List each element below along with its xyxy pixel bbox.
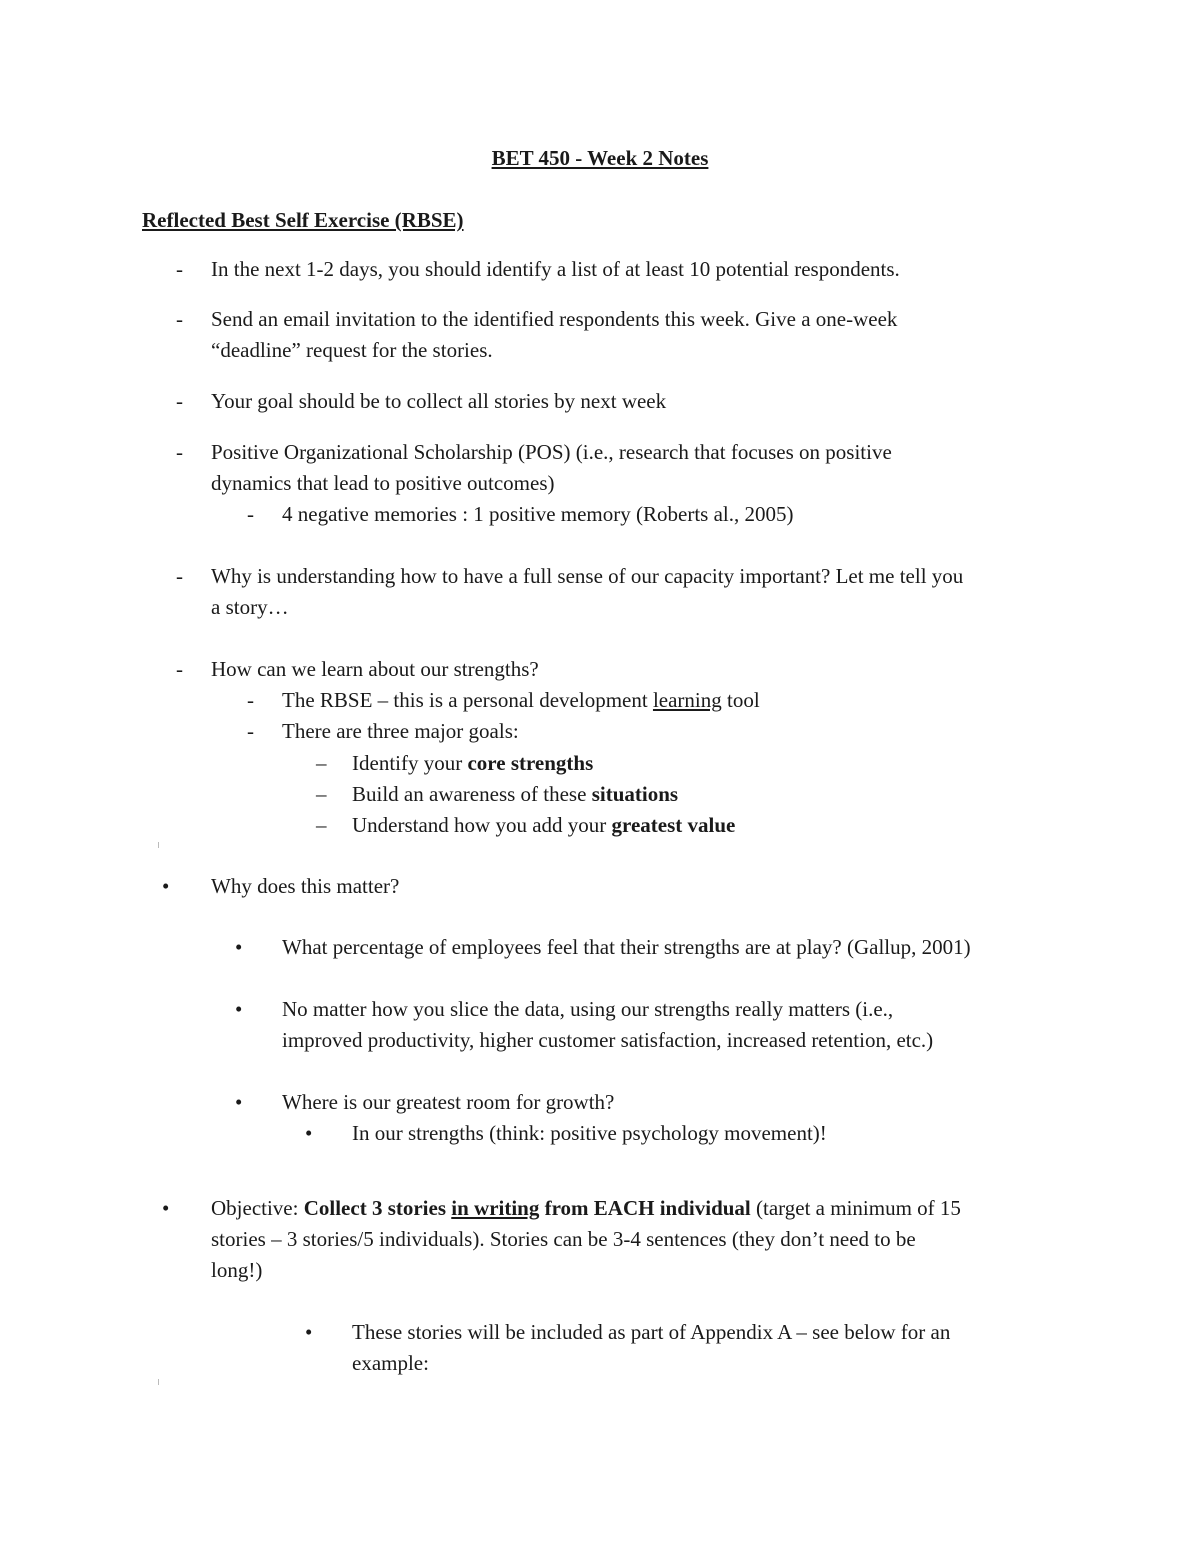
matter-heading: Why does this matter? <box>211 874 400 898</box>
dash-marker: - <box>176 257 183 281</box>
dash-marker: - <box>176 307 183 331</box>
objective-line3: long!) <box>211 1258 263 1282</box>
matter-point-data-line1: No matter how you slice the data, using our strengths really matters (i.e., <box>282 997 894 1021</box>
goal-situations <box>352 779 678 810</box>
objective-line2: stories – 3 stories/5 individuals). Stories can be 3-4 sentences (they don’t need to be <box>211 1227 916 1251</box>
rbse-item-pos-line1: Positive Organizational Scholarship (POS) (i.e., research that focuses on positive <box>211 440 892 464</box>
matter-answer-strengths: In our strengths (think: positive psychology movement)! <box>352 1121 827 1145</box>
objective-line1 <box>211 1193 961 1224</box>
objective-appendix-line2: example: <box>352 1351 429 1375</box>
objective-label: Objective: <box>211 1196 304 1220</box>
rbse-subitem-tool <box>282 685 760 716</box>
matter-question-growth: Where is our greatest room for growth? <box>282 1090 615 1114</box>
goal-text-bold: core strengths <box>467 751 594 775</box>
rbse-subitem-memories: 4 negative memories : 1 positive memory (Roberts al., 2005) <box>282 502 794 526</box>
dash-marker: - <box>247 719 254 743</box>
rbse-item-capacity-line2: a story… <box>211 595 289 619</box>
margin-mark <box>158 1379 159 1385</box>
rbse-item-respondents: In the next 1-2 days, you should identify a list of at least 10 potential respondents. <box>211 257 900 281</box>
endash-marker: – <box>316 813 327 837</box>
dash-marker: - <box>247 688 254 712</box>
section-heading-rbse: Reflected Best Self Exercise (RBSE) <box>142 208 464 232</box>
margin-mark <box>158 842 159 848</box>
goal-text-pre: Understand how you add your <box>352 813 612 837</box>
dash-marker: - <box>176 389 183 413</box>
dash-marker: - <box>176 657 183 681</box>
goal-text-bold: situations <box>591 782 679 806</box>
dash-marker: - <box>247 502 254 526</box>
matter-question-percentage: What percentage of employees feel that their strengths are at play? (Gallup, 2001) <box>282 935 971 959</box>
rbse-item-capacity-line1: Why is understanding how to have a full sense of our capacity important? Let me tell you <box>211 564 964 588</box>
bullet-marker: • <box>162 874 170 898</box>
matter-point-data-line2: improved productivity, higher customer satisfaction, increased retention, etc.) <box>282 1028 934 1052</box>
bullet-marker: • <box>305 1121 313 1145</box>
rbse-item-email-line2: “deadline” request for the stories. <box>211 338 493 362</box>
endash-marker: – <box>316 751 327 775</box>
bullet-marker: • <box>162 1196 170 1220</box>
goal-core-strengths <box>352 748 593 779</box>
endash-marker: – <box>316 782 327 806</box>
document-title: BET 450 - Week 2 Notes <box>491 146 709 170</box>
rbse-subitem-goals: There are three major goals: <box>282 719 519 743</box>
tool-text-post: tool <box>721 688 760 712</box>
bullet-marker: • <box>235 1090 243 1114</box>
objective-bold-text: from EACH individual <box>539 1196 751 1220</box>
bullet-marker: • <box>305 1320 313 1344</box>
goal-text-bold: greatest value <box>611 813 736 837</box>
goal-greatest-value <box>352 810 735 841</box>
tool-text-underlined: learning <box>652 688 722 712</box>
goal-text-pre: Build an awareness of these <box>352 782 592 806</box>
objective-text: (target a minimum of 15 <box>750 1196 961 1220</box>
rbse-item-strengths: How can we learn about our strengths? <box>211 657 539 681</box>
dash-marker: - <box>176 564 183 588</box>
dash-marker: - <box>176 440 183 464</box>
bullet-marker: • <box>235 997 243 1021</box>
rbse-item-goal: Your goal should be to collect all stories by next week <box>211 389 667 413</box>
goal-text-pre: Identify your <box>352 751 468 775</box>
tool-text-pre: The RBSE – this is a personal development <box>282 688 653 712</box>
objective-underlined-text: in writing <box>451 1196 540 1220</box>
rbse-item-pos-line2: dynamics that lead to positive outcomes) <box>211 471 555 495</box>
bullet-marker: • <box>235 935 243 959</box>
rbse-item-email-line1: Send an email invitation to the identified respondents this week. Give a one-week <box>211 307 898 331</box>
objective-appendix-line1: These stories will be included as part of Appendix A – see below for an <box>352 1320 951 1344</box>
objective-bold-text: Collect 3 stories <box>303 1196 452 1220</box>
